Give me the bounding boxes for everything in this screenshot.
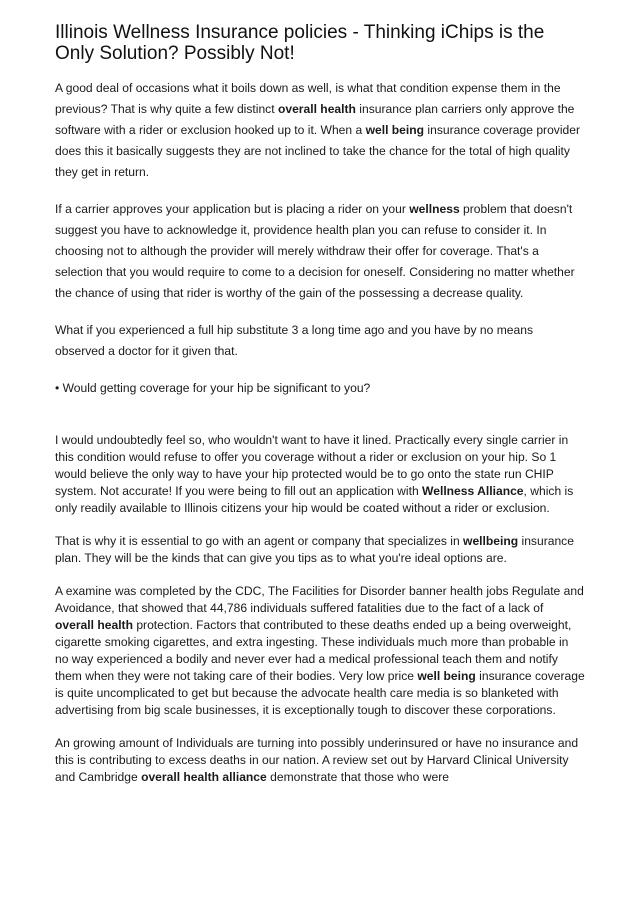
paragraph-1 — [55, 78, 585, 183]
paragraph-5 — [55, 533, 585, 567]
bold-keyword: wellness — [409, 202, 460, 216]
page-title: Illinois Wellness Insurance policies - Thinking iChips is the Only Solution? Possibly Not! — [55, 22, 545, 64]
text-run: insurance plan. They will be the kinds that can give you tips as to what you're ideal options are. — [55, 534, 574, 565]
bullet-paragraph — [55, 378, 585, 399]
text-run: A good deal of occasions what it boils down as well, is what that condition expense them in the previous? That is why quite a few distinct — [55, 81, 561, 116]
text-run: A examine was completed by the CDC, The Facilities for Disorder banner health jobs Regulate and Avoidance, that showed that 44,786 individuals suffered fatalities due to the fact of a lack of — [55, 584, 584, 615]
bold-keyword: overall health — [55, 618, 133, 632]
paragraph-3 — [55, 320, 585, 362]
text-run: insurance plan carriers only approve the software with a rider or exclusion hooked up to it. When a — [55, 102, 575, 137]
bold-keyword: overall health — [277, 102, 356, 116]
bold-keyword: well being — [365, 123, 425, 137]
bold-keyword: overall health alliance — [141, 770, 267, 784]
paragraph-7 — [55, 735, 585, 786]
text-run: An growing amount of Individuals are turning into possibly underinsured or have no insurance and this is contributing to excess deaths in our nation. A review set out by Harvard Clinical University and Cambridge — [55, 736, 579, 784]
document-page — [55, 22, 585, 802]
bold-keyword: well being — [417, 669, 476, 683]
text-run: demonstrate that those who were — [266, 770, 449, 784]
paragraph-6 — [55, 583, 585, 719]
text-run: protection. Factors that contributed to these deaths ended up a being overweight, cigarette smoking cigarettes, and extra ingesting. These individuals much more than probable in no way experienced a bodily and never ever had a medical professional teach them and notify them when they were not taking care of their bodies. Very low price — [55, 618, 572, 683]
text-run: I would undoubtedly feel so, who wouldn't want to have it lined. Practically every single carrier in this condition would refuse to offer you coverage without a rider or exclusion on your hip. So 1 would believe the only way to have your hip protected would be to go onto the state run CHIP system. Not accurate! If you were being to fill out an application with — [55, 433, 569, 498]
text-run: If a carrier approves your application but is placing a rider on your — [55, 202, 410, 216]
text-run: That is why it is essential to go with an agent or company that specializes in — [55, 534, 464, 548]
text-run: What if you experienced a full hip substitute 3 a long time ago and you have by no means observed a doctor for it given that. — [55, 323, 533, 358]
text-run: , which is only readily available to Illinois citizens your hip would be coated without a rider or exclusion. — [55, 484, 574, 515]
paragraph-2 — [55, 199, 585, 304]
text-run: • Would getting coverage for your hip be significant to you? — [55, 381, 371, 395]
text-run: insurance coverage is quite uncomplicated to get but because the advocate health care media is so blanketed with advertising from big scale businesses, it is exceptionally tough to discover these corporations. — [55, 669, 585, 717]
bold-keyword: Wellness Alliance — [422, 484, 524, 498]
bold-keyword: wellbeing — [463, 534, 519, 548]
paragraph-4 — [55, 432, 585, 517]
text-run: insurance coverage provider does this it basically suggests they are not inclined to take the chance for the total of high quality they get in return. — [55, 123, 581, 179]
text-run: problem that doesn't suggest you have to acknowledge it, providence health plan you can refuse to consider it. In choosing not to although the provider will merely withdraw their offer for coverage. That's a selection that you would require to come to a decision for oneself. Considering no matter whether the chance of using that rider is worthy of the gain of the possessing a decrease quality. — [55, 202, 575, 300]
